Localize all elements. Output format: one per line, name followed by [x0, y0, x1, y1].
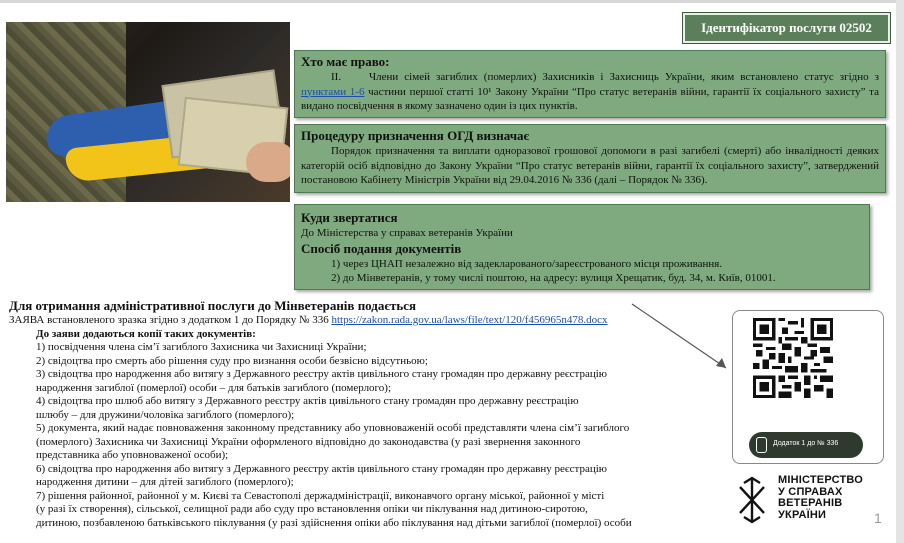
pointer-arrow [630, 300, 740, 380]
where-text: До Міністерства у справах ветеранів України [301, 227, 513, 239]
ministry-logo [732, 473, 882, 528]
documents-section [9, 314, 709, 530]
paragraphs-link[interactable]: пунктами 1-6 [301, 85, 365, 98]
doc-item: 3) свідоцтва про народження або витягу з Державного реєстру актів цивільного стану громадян про державну реєстрацію [36, 368, 608, 380]
hand [246, 142, 290, 182]
doc-item-cont: народження дитини – для дітей загиблого (померлого); [36, 476, 294, 488]
ministry-emblem-icon [732, 475, 772, 525]
ministry-line: УКРАЇНИ [778, 508, 827, 521]
qr-card[interactable] [732, 310, 884, 464]
hero-photo [6, 22, 290, 202]
right-border [896, 0, 904, 543]
service-id-badge: Ідентифікатор послуги 02502 [683, 13, 890, 43]
qr-caption: Додаток 1 до № 336 [773, 440, 839, 447]
doc-item: 2) свідоцтва про смерть або рішення суду про визнання особи безвісно відсутньою; [36, 354, 428, 367]
doc-item: 4) свідоцтва про шлюб або витягу з Державного реєстру актів цивільного стану громадян про державну реєстрацію [36, 395, 579, 407]
doc-item: 6) свідоцтва про народження або витягу з Державного реєстру актів цивільного стану громадян про державну реєстрацію [36, 462, 608, 475]
main-heading: Для отримання адміністративної послуги до Мінветеранів подається [9, 298, 417, 313]
top-border [0, 0, 904, 3]
doc-item-cont: дитиною, позбавленою батьківського піклування (у разі здійснення опіки або піклування над дітьми загиблої (померлої) особи [36, 516, 632, 529]
doc-item: 5) документа, який надає повноваження законному представнику або уповноваженій особі представляти члена сім’ї загиблого [36, 422, 630, 434]
method-item-1: 1) через ЦНАП незалежно від задекларованого/зареєстрованого місця проживання. [331, 257, 723, 270]
eligibility-text-b: частини першої статті 10¹ Закону України “Про статус ветеранів війни, гарантії їх соціального захисту” та видано посвідчення в якому зазначено один із цих пунктів. [301, 85, 879, 112]
doc-item-cont: (у разі їх створення), сільської, селищної ради або суду про встановлення опіки чи піклування над дитиною-сиротою, [36, 503, 588, 515]
application-line [9, 314, 709, 328]
ministry-line: ВЕТЕРАНІВ [778, 497, 843, 509]
where-title: Куди звертатися [301, 210, 398, 225]
application-text: ЗАЯВА встановленого зразка згідно з додатком 1 до Порядку № 336 [9, 314, 332, 326]
doc-item-cont: представника або уповноваженої особи); [36, 449, 229, 461]
eligibility-text-a: Члени сімей загиблих (померлих) Захисників і Захисниць України, яким встановлено статус згідно з [369, 71, 879, 83]
eligibility-text [301, 70, 879, 114]
doc-item-cont: шлюбу – для дружини/чоловіка загиблого (померлого); [36, 408, 295, 421]
method-title: Спосіб подання документів [301, 240, 462, 256]
doc-item-cont: (померлого) Захисника чи Захисниці України оформленого відповідно до законодавства (у разі звернення законного [36, 435, 581, 448]
procedure-title: Процедуру призначення ОГД визначає [301, 128, 530, 143]
ministry-line: У СПРАВАХ [778, 485, 843, 498]
eligibility-box [294, 50, 886, 118]
ministry-line: МІНІСТЕРСТВО [778, 474, 864, 486]
roman-numeral: II. [331, 71, 342, 83]
procedure-box [294, 124, 886, 193]
doc-item: 1) посвідчення члена сім’ї загиблого Захисника чи Захисниці України; [36, 341, 367, 353]
qr-caption-pill[interactable] [749, 432, 863, 458]
ministry-name [778, 475, 863, 521]
application-form-link[interactable]: https://zakon.rada.gov.ua/laws/file/text/120/f456965n478.docx [331, 314, 608, 326]
page-number: 1 [874, 510, 882, 526]
docs-title: До заяви додаються копії таких документів: [36, 327, 256, 340]
phone-icon [756, 437, 767, 453]
procedure-text: Порядок призначення та виплати одноразової грошової допомоги в разі загибелі (смерті) або інвалідності деяких категорій осіб відповідно до Закону України “Про статус ветеранів війни, гарантії їх соціального захисту”, затверджений постановою Кабінету Міністрів України від 29.04.2016 № 336 (далі – Порядок № 336). [301, 145, 879, 186]
doc-item-cont: народження загиблої (померлої) особи – для батьків загиблого (померлого); [36, 381, 392, 394]
doc-item: 7) рішення районної, районної у м. Києві та Севастополі держадміністрації, виконавчого органу міської, районної у місті [36, 489, 605, 502]
method-item-2: 2) до Мінветеранів, у тому числі поштою, на адресу: вулиця Хрещатик, буд. 34, м. Київ, 01001. [331, 272, 776, 284]
eligibility-title: Хто має право: [301, 54, 390, 69]
where-box [294, 204, 870, 290]
qr-code[interactable] [753, 318, 833, 398]
